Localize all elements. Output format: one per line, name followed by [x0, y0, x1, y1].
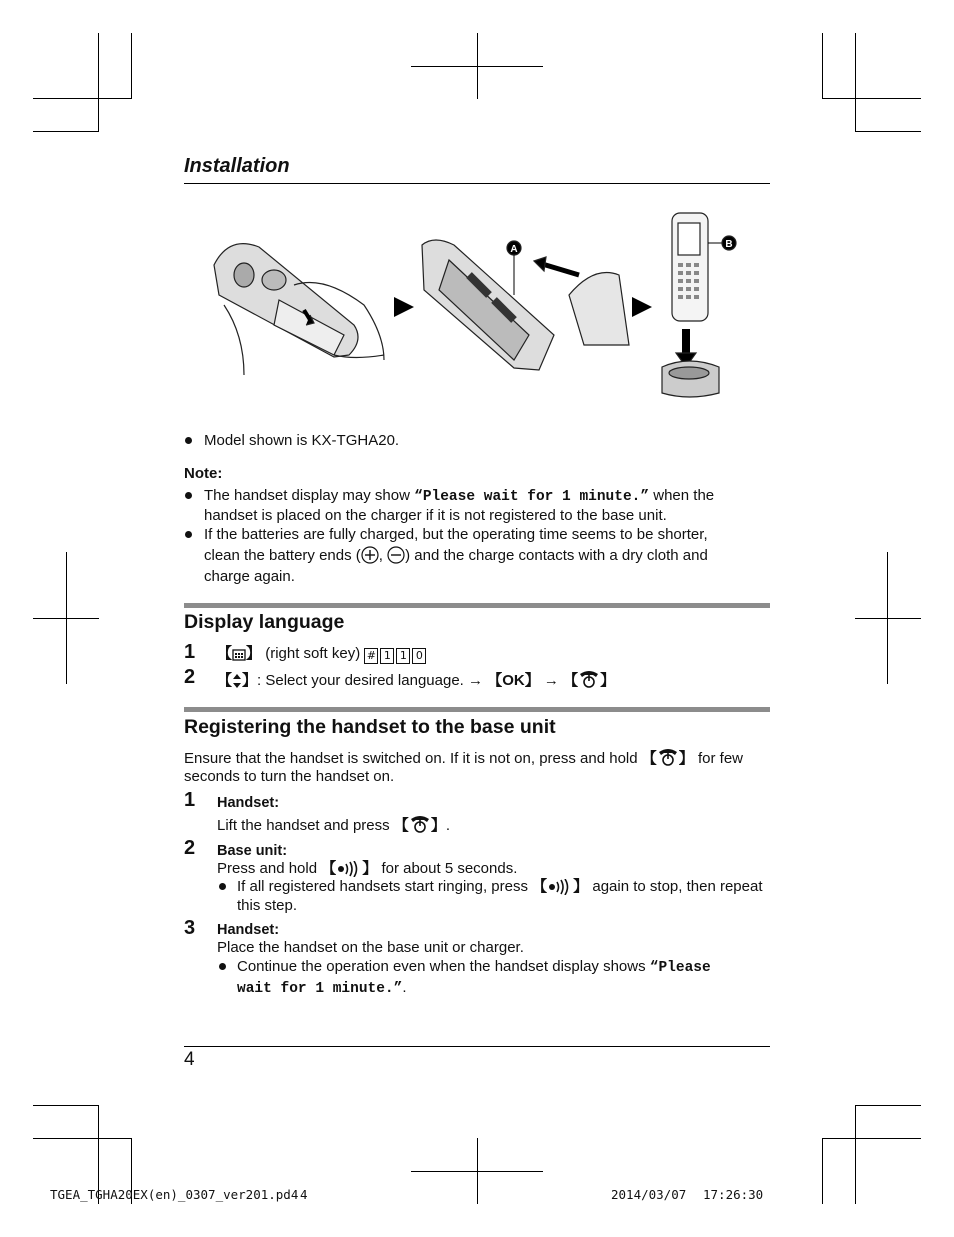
note-item-2-line2: clean the battery ends ( , ) and the charge contacts with a dry cloth and — [204, 547, 708, 564]
footer-filename: TGEA_TGHA20EX(en)_0307_ver201.pd4 — [50, 1187, 299, 1202]
footer-rule — [184, 1046, 770, 1047]
locator-icon — [547, 879, 573, 895]
bullet-icon — [185, 531, 192, 538]
off-power-icon — [657, 747, 679, 767]
registering-step-1: Lift the handset and press 【 】. — [217, 814, 450, 836]
key-0: 0 — [412, 648, 426, 664]
footer-page: 4 — [300, 1187, 308, 1202]
registering-step-2-bullet: If all registered handsets start ringing, press 【 】 again to stop, then repeat — [237, 878, 763, 895]
arrow-right-icon — [632, 297, 652, 317]
section-title: Installation — [184, 155, 290, 177]
display-language-step-1: 【 】 (right soft key) # 1 1 0 — [217, 644, 428, 664]
plus-terminal-icon — [361, 546, 379, 564]
key-hash: # — [364, 648, 378, 664]
footer-date: 2014/03/07 — [611, 1187, 687, 1202]
battery-compartment-icon — [422, 240, 629, 370]
up-down-scroll-icon — [232, 673, 242, 689]
registering-step-2: Press and hold 【 】 for about 5 seconds. — [217, 860, 518, 877]
model-note: Model shown is KX-TGHA20. — [204, 432, 400, 449]
svg-text:B: B — [725, 239, 733, 250]
registering-step-2-bullet-line2: this step. — [237, 897, 298, 914]
note-item-1-line2: handset is placed on the charger if it is not registered to the base unit. — [204, 507, 667, 524]
note-item-2: If the batteries are fully charged, but the operating time seems to be shorter, — [204, 526, 708, 543]
arrow-right-icon — [394, 297, 414, 317]
step-number: 2 — [184, 666, 196, 688]
page-number: 4 — [184, 1049, 195, 1070]
off-power-icon — [409, 814, 431, 834]
section-divider — [184, 707, 770, 712]
locator-icon — [336, 861, 362, 877]
display-language-step-2: 【 】: Select your desired language. → 【OK】 → 【 】 — [217, 669, 615, 691]
note-item-1: The handset display may show “Please wait for 1 minute.” when the — [204, 487, 715, 505]
registering-intro-line2: seconds to turn the handset on. — [184, 768, 395, 785]
display-language-title: Display language — [184, 611, 345, 633]
bullet-icon — [219, 883, 226, 890]
step-label: Handset: — [217, 922, 280, 938]
step-number: 1 — [184, 641, 196, 663]
step-label: Handset: — [217, 795, 280, 811]
note-item-2-line3: charge again. — [204, 568, 295, 585]
minus-terminal-icon — [387, 546, 405, 564]
step-number: 1 — [184, 789, 196, 811]
registering-intro: Ensure that the handset is switched on. If it is not on, press and hold 【 】 for few — [184, 747, 743, 769]
registering-title: Registering the handset to the base unit — [184, 716, 556, 738]
step-number: 2 — [184, 837, 196, 859]
battery-cover-removal-icon — [214, 244, 384, 375]
step-number: 3 — [184, 917, 196, 939]
bullet-icon — [185, 437, 192, 444]
key-1: 1 — [396, 648, 410, 664]
registering-step-3-bullet: Continue the operation even when the handset display shows “Please — [237, 958, 711, 976]
header-rule — [184, 183, 770, 184]
registering-step-3: Place the handset on the base unit or charger. — [217, 939, 524, 956]
menu-icon — [232, 648, 246, 662]
installation-illustration — [184, 205, 770, 405]
handset-on-charger-icon — [662, 213, 736, 397]
footer-time: 17:26:30 — [703, 1187, 764, 1202]
off-power-icon — [578, 669, 600, 689]
svg-text:A: A — [510, 244, 518, 255]
bullet-icon — [219, 963, 226, 970]
note-heading: Note: — [184, 465, 223, 482]
key-1: 1 — [380, 648, 394, 664]
section-divider — [184, 603, 770, 608]
registering-step-3-bullet-line2: wait for 1 minute.”. — [237, 979, 407, 997]
step-label: Base unit: — [217, 843, 288, 859]
ok-key: OK — [502, 672, 525, 689]
bullet-icon — [185, 492, 192, 499]
